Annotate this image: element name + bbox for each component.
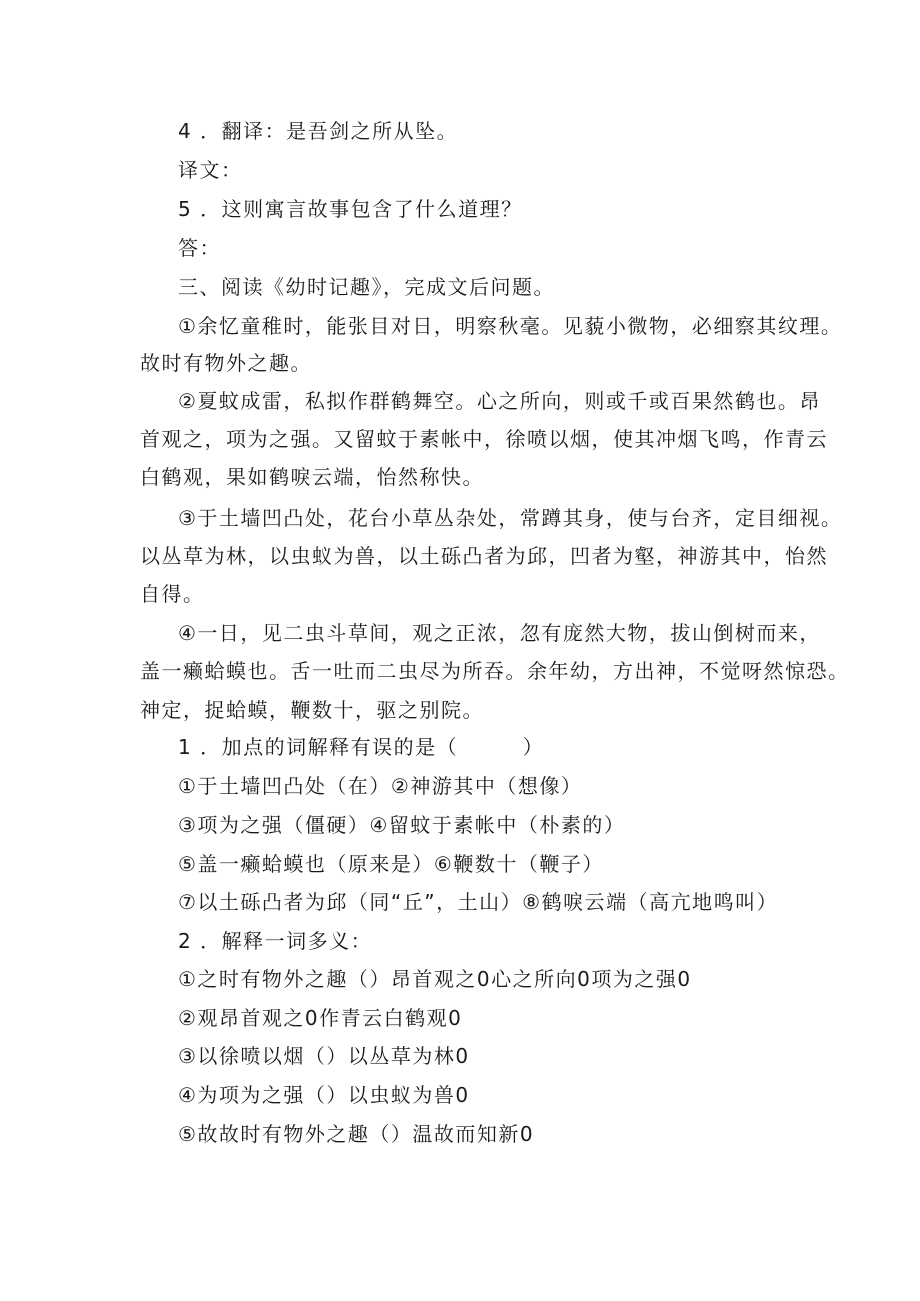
answer-label: 答： [178,236,221,260]
translation-label: 译文： [178,158,243,182]
paragraph-3-line-3: 自得。 [140,582,205,606]
paragraph-1-line-1: ①余忆童稚时，能张目对日，明察秋毫。见藐小微物，必细察其纹理。 [178,314,843,338]
paragraph-4-line-2: 盖一癞蛤蟆也。舌一吐而二虫尽为所吞。余年幼，方出神，不觉呀然惊恐。 [140,659,850,683]
paragraph-3-line-1: ③于土墙凹凸处，花台小草丛杂处，常蹲其身，使与台齐，定目细视。 [178,506,843,530]
paragraph-2-line-2: 首观之，项为之强。又留蚊于素帐中，徐喷以烟，使其冲烟飞鸣，作青云 [140,427,828,451]
question-1-options-row-3: ⑤盖一癞蛤蟆也（原来是）⑥鞭数十（鞭子） [178,852,604,876]
polysemy-item-gu: ⑤故故时有物外之趣（）温故而知新0 [178,1122,535,1146]
question-1-options-row-4: ⑦以土砾凸者为邱（同“丘”，土山）⑧鹤唳云端（高亢地鸣叫） [178,890,779,914]
paragraph-3-line-2: 以丛草为林，以虫蚁为兽，以土砾凸者为邱，凹者为壑，神游其中，怡然 [140,544,828,568]
paragraph-4-line-3: 神定，捉蛤蟆，鞭数十，驱之别院。 [140,698,484,722]
paragraph-1-line-2: 故时有物外之趣。 [140,351,312,375]
polysemy-item-guan: ②观昂首观之0作青云白鹤观0 [178,1006,463,1030]
paragraph-2-line-1: ②夏蚊成雷，私拟作群鹤舞空。心之所向，则或千或百果然鹤也。昂 [178,389,821,413]
question-5-moral: 5 ．这则寓言故事包含了什么道理？ [178,197,523,221]
polysemy-item-wei: ④为项为之强（）以虫蚁为兽0 [178,1083,470,1107]
polysemy-item-yi: ③以徐喷以烟（）以丛草为林0 [178,1044,470,1068]
section-3-heading: 三、阅读《幼时记趣》，完成文后问题。 [178,275,555,299]
polysemy-item-zhi: ①之时有物外之趣（）昂首观之0心之所向0项为之强0 [178,967,692,991]
question-1-heading: 1 ．加点的词解释有误的是（ ） [178,735,545,759]
paragraph-4-line-1: ④一日，见二虫斗草间，观之正浓，忽有庞然大物，拔山倒树而来， [178,621,821,645]
paragraph-2-line-3: 白鹤观，果如鹤唳云端，怡然称快。 [140,465,484,489]
question-1-options-row-2: ③项为之强（僵硬）④留蚊于素帐中（朴素的） [178,813,626,837]
question-2-heading: 2 ．解释一词多义： [178,929,373,953]
question-4-translate: 4 ．翻译：是吾剑之所从坠。 [178,119,459,143]
question-1-options-row-1: ①于土墙凹凸处（在）②神游其中（想像） [178,774,583,798]
